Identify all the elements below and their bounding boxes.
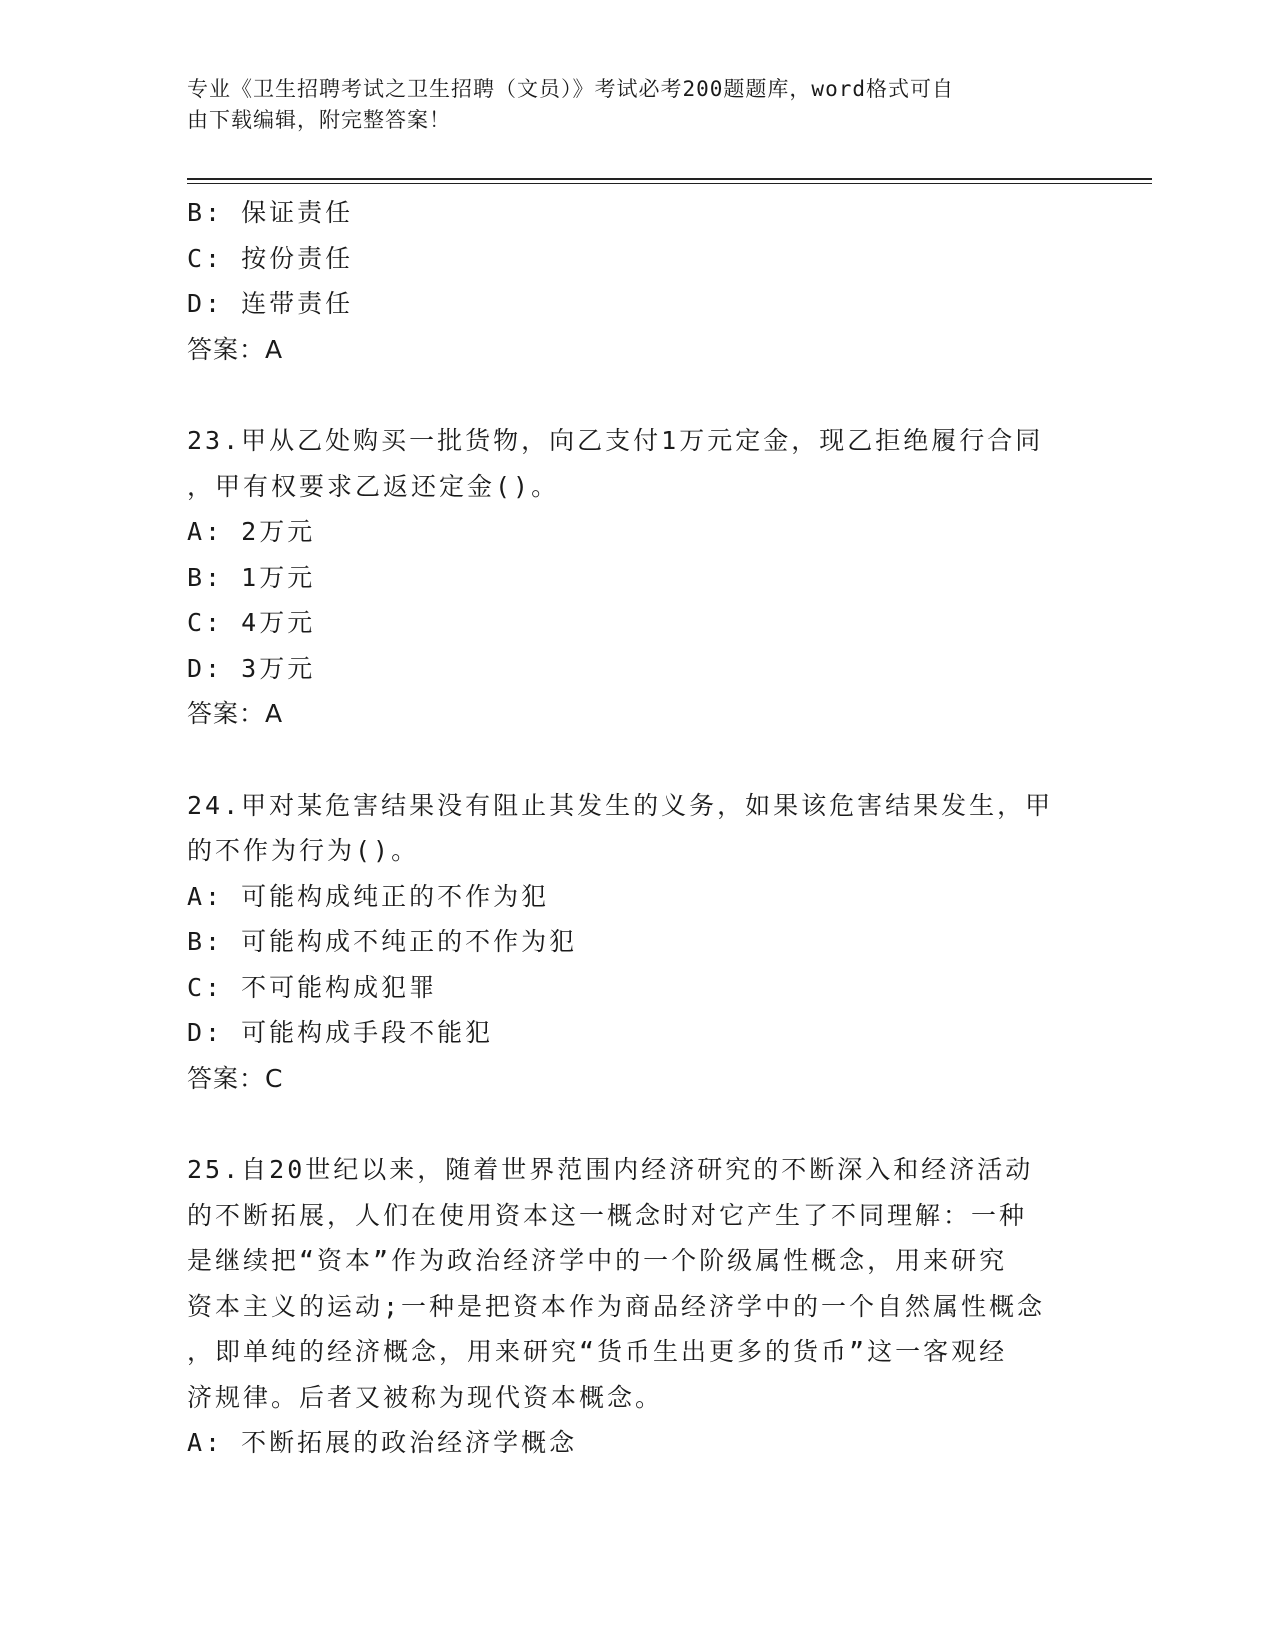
question-stem-line: 济规律。后者又被称为现代资本概念。 [187,1382,664,1412]
question-stem-line: 资本主义的运动;一种是把资本作为商品经济学中的一个自然属性概念 [187,1291,1046,1321]
question-stem-line: 的不断拓展，人们在使用资本这一概念时对它产生了不同理解：一种 [187,1200,1028,1230]
question-stem-line: 25.自20世纪以来，随着世界范围内经济研究的不断深入和经济活动 [187,1155,1034,1184]
question-22 [187,190,1087,372]
option-d: D: 可能构成手段不能犯 [187,1018,494,1047]
answer-label: 答案：A [187,334,284,364]
question-content [187,190,1087,1466]
question-stem-line: 是继续把“资本”作为政治经济学中的一个阶级属性概念，用来研究 [187,1246,1008,1275]
question-stem-line: 24.甲对某危害结果没有阻止其发生的义务，如果该危害结果发生，甲 [187,790,1054,820]
question-25 [187,1147,1087,1466]
document-header [187,74,1067,136]
header-line-1: 专业《卫生招聘考试之卫生招聘（文员）》考试必考200题题库，word格式可自 [187,77,954,101]
option-c: C: 按份责任 [187,243,354,273]
option-c: C: 4万元 [187,608,316,637]
option-b: B: 可能构成不纯正的不作为犯 [187,927,578,956]
option-a: A: 不断拓展的政治经济学概念 [187,1428,578,1457]
question-stem-line: 的不作为行为()。 [187,836,420,865]
option-b: B: 1万元 [187,562,316,592]
question-stem-line: 23.甲从乙处购买一批货物，向乙支付1万元定金，现乙拒绝履行合同 [187,426,1044,455]
option-a: A: 可能构成纯正的不作为犯 [187,881,550,911]
option-a: A: 2万元 [187,517,316,546]
option-b: B: 保证责任 [187,198,354,227]
question-stem-line: ，即单纯的经济概念，用来研究“货币生出更多的货币”这一客观经 [187,1337,1008,1366]
header-rule-thin [187,183,1152,184]
option-d: D: 连带责任 [187,289,354,318]
option-c: C: 不可能构成犯罪 [187,972,438,1002]
header-rule-thick [187,178,1152,180]
header-line-2: 由下载编辑，附完整答案！ [187,108,451,132]
answer-label: 答案：A [187,699,284,728]
question-23 [187,418,1087,737]
answer-label: 答案：C [187,1063,284,1093]
question-stem-line: ，甲有权要求乙返还定金()。 [187,471,560,501]
question-24 [187,783,1087,1102]
option-d: D: 3万元 [187,653,316,683]
